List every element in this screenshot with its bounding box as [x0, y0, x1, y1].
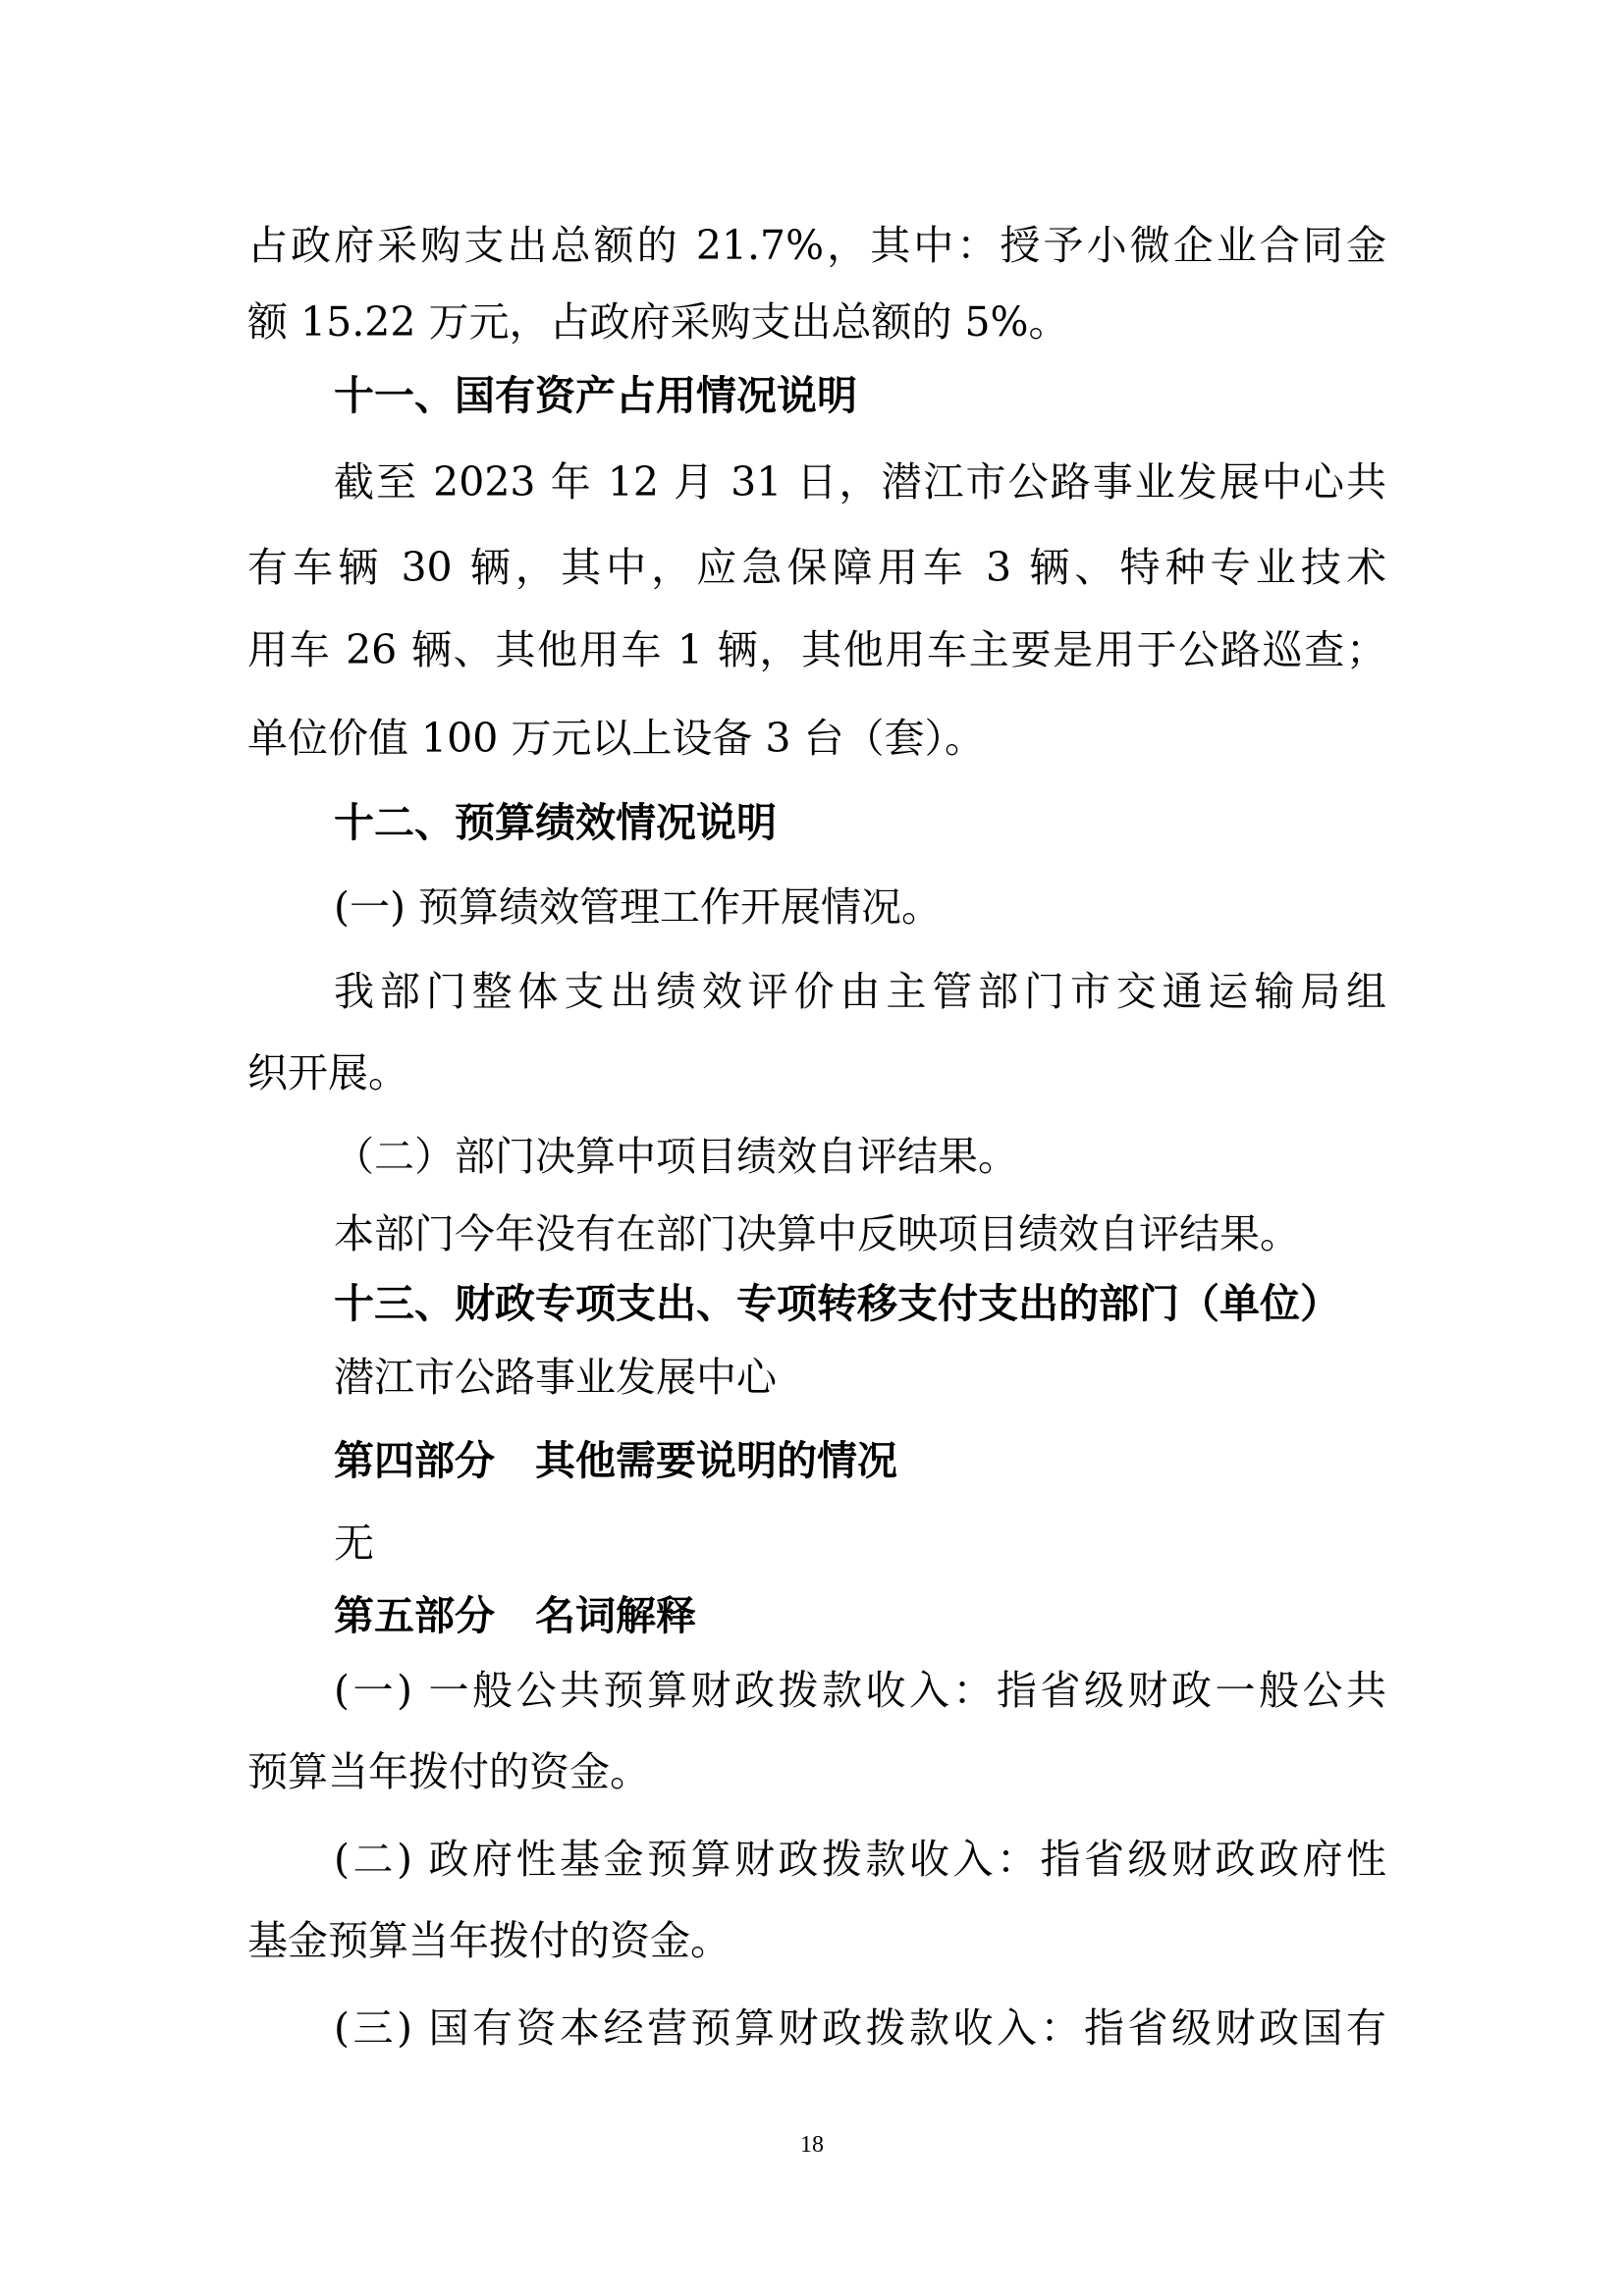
paragraph-line: 截至 2023 年 12 月 31 日，潜江市公路事业发展中心共	[334, 458, 1386, 506]
paragraph-line: 预算当年拨付的资金。	[247, 1748, 650, 1795]
paragraph-line: 基金预算当年拨付的资金。	[247, 1917, 731, 1964]
paragraph-line: (三) 国有资本经营预算财政拨款收入：指省级财政国有	[334, 2004, 1386, 2052]
paragraph-line: 我部门整体支出绩效评价由主管部门市交通运输局组	[334, 968, 1386, 1015]
section-heading: 十一、国有资产占用情况说明	[334, 372, 857, 419]
paragraph-line: 占政府采购支出总额的 21.7%，其中：授予小微企业合同金	[247, 222, 1386, 269]
section-heading: 十二、预算绩效情况说明	[334, 799, 777, 846]
paragraph-line: （二）部门决算中项目绩效自评结果。	[334, 1133, 1018, 1180]
part-heading: 第四部分 其他需要说明的情况	[334, 1437, 897, 1484]
paragraph-line: 织开展。	[247, 1049, 408, 1096]
part-heading: 第五部分 名词解释	[334, 1592, 696, 1639]
paragraph-line: 单位价值 100 万元以上设备 3 台（套）。	[247, 715, 985, 762]
paragraph-line: 有车辆 30 辆，其中，应急保障用车 3 辆、特种专业技术	[247, 544, 1386, 591]
paragraph-line: (一) 一般公共预算财政拨款收入：指省级财政一般公共	[334, 1667, 1386, 1714]
paragraph-line: 用车 26 辆、其他用车 1 辆，其他用车主要是用于公路巡查；	[247, 626, 1386, 673]
page-number: 18	[800, 2132, 824, 2158]
paragraph-line: 额 15.22 万元，占政府采购支出总额的 5%。	[247, 298, 1069, 346]
paragraph-line: (一) 预算绩效管理工作开展情况。	[334, 883, 943, 931]
paragraph-line: 本部门今年没有在部门决算中反映项目绩效自评结果。	[334, 1210, 1300, 1257]
paragraph-line: 潜江市公路事业发展中心	[334, 1354, 777, 1401]
paragraph-line: 无	[334, 1520, 374, 1567]
section-heading: 十三、财政专项支出、专项转移支付支出的部门（单位）	[334, 1280, 1340, 1327]
paragraph-line: (二) 政府性基金预算财政拨款收入：指省级财政政府性	[334, 1836, 1386, 1883]
